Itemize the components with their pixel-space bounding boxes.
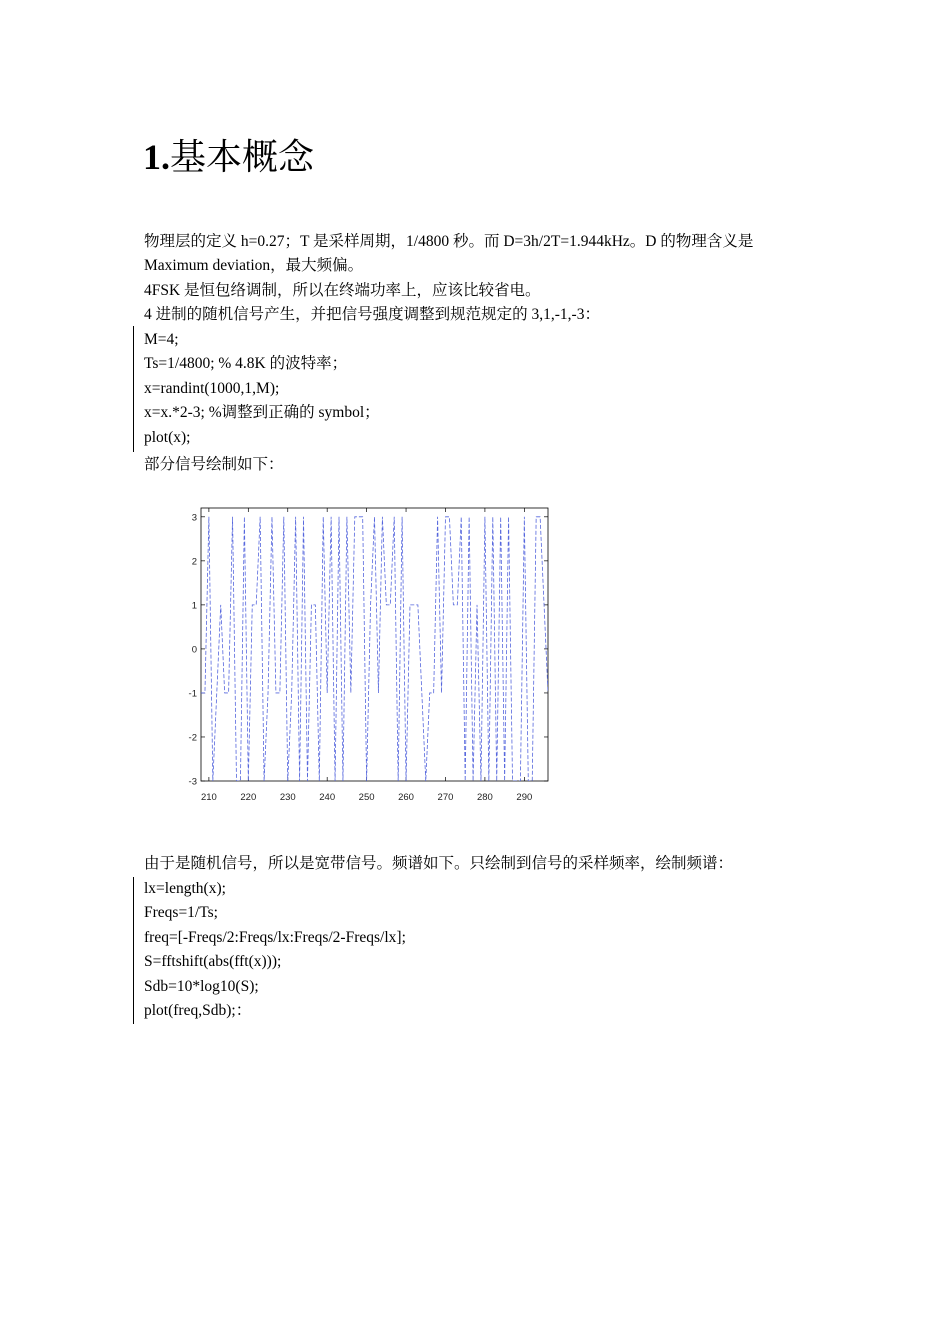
y-tick-label: 1 [191,600,197,612]
intro-line: 4FSK 是恒包络调制，所以在终端功率上，应该比较省电。 [144,281,541,299]
x-tick-label: 280 [476,792,493,803]
chart-caption: 部分信号绘制如下： [144,456,284,473]
y-tick-label: 0 [191,644,197,656]
section-heading [143,133,314,181]
code-line: S=fftshift(abs(fft(x))); [144,953,282,971]
code-block-2 [144,877,406,1023]
y-tick-label: -3 [188,776,197,788]
code-line: M=4; [144,331,179,348]
x-tick-label: 210 [200,792,217,803]
y-tick-label: 3 [191,512,197,524]
intro-line: Maximum deviation，最大频偏。 [144,257,364,275]
section-title: 基本概念 [170,137,315,177]
intro-paragraph [144,230,753,328]
code-line: Ts=1/4800; % 4.8K 的波特率； [144,355,348,373]
x-tick-label: 220 [240,792,257,803]
section-number: 1. [143,137,170,177]
code-line: lx=length(x); [144,880,226,897]
code-line: plot(freq,Sdb);： [144,1001,252,1019]
code-block-marker [133,326,134,452]
code-line: Freqs=1/Ts; [144,904,218,922]
code-line: x=randint(1000,1,M); [144,379,280,397]
code-block-1 [144,328,380,450]
x-tick-label: 250 [358,792,375,803]
intro-line: 4 进制的随机信号产生，并把信号强度调整到规范规定的 3,1,-1,-3： [144,306,600,324]
code-line: x=x.*2-3; %调整到正确的 symbol； [144,404,380,422]
spectrum-paragraph: 由于是随机信号，所以是宽带信号。频谱如下。只绘制到信号的采样频率，绘制频谱： [144,855,734,872]
x-tick-label: 270 [437,792,454,803]
x-tick-label: 230 [279,792,296,803]
code-line: plot(x); [144,428,191,446]
code-block-marker [133,877,134,1024]
y-tick-label: -2 [188,732,197,744]
code-line: freq=[-Freqs/2:Freqs/lx:Freqs/2-Freqs/lx]; [144,928,406,946]
plot-frame [201,508,548,781]
signal-plot [180,500,560,810]
x-tick-label: 260 [398,792,414,803]
y-tick-label: -1 [188,688,197,700]
x-tick-label: 240 [319,792,336,803]
intro-line: 物理层的定义 h=0.27；T 是采样周期，1/4800 秒。而 D=3h/2T=1.944kHz。D 的物理含义是 [144,233,754,250]
x-tick-label: 290 [516,792,533,803]
y-tick-label: 2 [191,556,197,568]
code-line: Sdb=10*log10(S); [144,977,259,995]
